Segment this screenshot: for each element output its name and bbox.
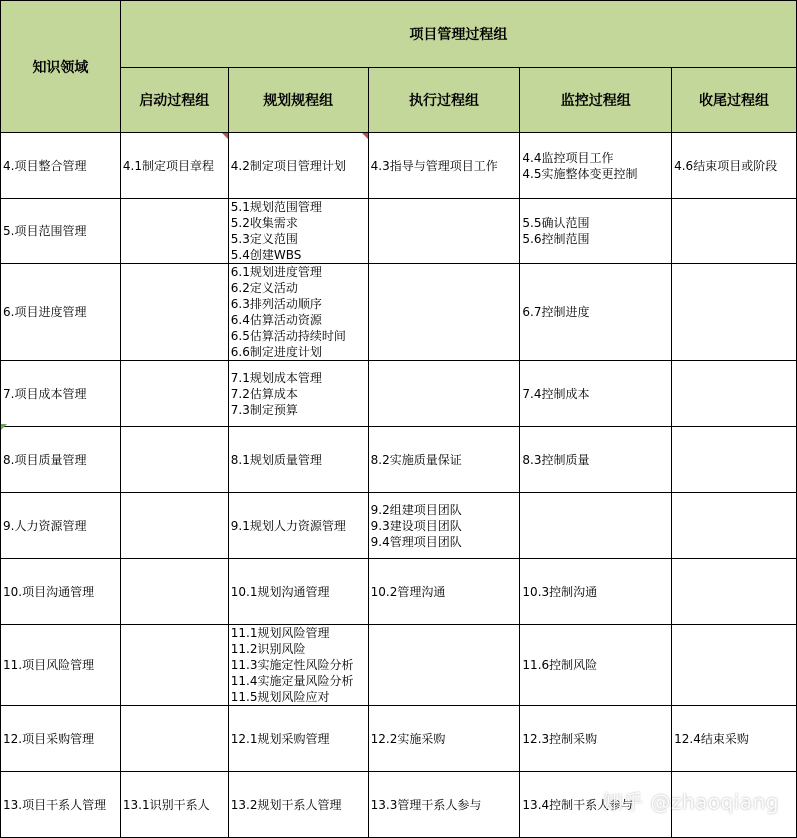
process-cell-executing: [368, 264, 520, 361]
knowledge-area-cell: 8.项目质量管理: [1, 427, 121, 493]
process-item: 8.3控制质量: [522, 452, 590, 467]
knowledge-area-header: 知识领域: [1, 1, 121, 133]
process-item: 5.6控制范围: [522, 232, 590, 246]
process-cell-initiating: [120, 264, 228, 361]
process-item: 7.3制定预算: [230, 402, 298, 417]
process-item: 4.4监控项目工作: [522, 150, 614, 165]
process-item: 6.7控制进度: [522, 305, 590, 319]
process-cell-closing: [672, 133, 797, 199]
process-cell-initiating: [120, 361, 228, 427]
comment-marker: [222, 133, 228, 139]
table-row: [1, 427, 797, 493]
process-item: 9.3建设项目团队: [370, 518, 462, 533]
knowledge-area-cell: 7.项目成本管理: [1, 361, 121, 427]
process-item: 4.6结束项目或阶段: [674, 158, 778, 173]
table-row: [1, 133, 797, 199]
process-item: 7.2估算成本: [230, 386, 298, 401]
process-cell-monitoring: [520, 493, 672, 559]
process-cell-closing: [672, 199, 797, 264]
comment-marker: [362, 133, 368, 139]
process-item: 11.4实施定量风险分析: [230, 674, 354, 688]
process-item: 12.2实施采购: [370, 731, 446, 746]
knowledge-area-cell: 4.项目整合管理: [1, 133, 121, 199]
table-row: [1, 199, 797, 264]
process-item: 5.2收集需求: [230, 216, 298, 230]
process-cell-planning: [228, 706, 368, 772]
process-item: 9.4管理项目团队: [370, 534, 462, 549]
process-item: 6.3排列活动顺序: [230, 297, 322, 311]
table-row: [1, 559, 797, 625]
process-cell-planning: [228, 493, 368, 559]
process-item: 11.1规划风险管理: [230, 626, 330, 640]
process-item: 6.5估算活动持续时间: [230, 329, 346, 343]
process-cell-initiating: [120, 772, 228, 838]
process-cell-monitoring: [520, 199, 672, 264]
process-item: 4.3指导与管理项目工作: [370, 158, 498, 173]
table-row: [1, 264, 797, 361]
process-cell-closing: [672, 264, 797, 361]
process-cell-initiating: [120, 493, 228, 559]
process-cell-executing: [368, 133, 520, 199]
process-item: 6.6制定进度计划: [230, 345, 322, 359]
process-item: 10.1规划沟通管理: [230, 584, 330, 599]
process-cell-closing: [672, 361, 797, 427]
process-item: 8.2实施质量保证: [370, 452, 462, 467]
watermark: 知乎 @zhaoqiang: [602, 790, 779, 814]
knowledge-area-cell: 5.项目范围管理: [1, 199, 121, 264]
process-cell-executing: [368, 706, 520, 772]
knowledge-area-cell: 9.人力资源管理: [1, 493, 121, 559]
process-cell-initiating: [120, 133, 228, 199]
process-cell-executing: [368, 361, 520, 427]
process-item: 12.1规划采购管理: [230, 731, 330, 746]
knowledge-area-cell: 13.项目干系人管理: [1, 772, 121, 838]
process-cell-closing: [672, 706, 797, 772]
process-cell-initiating: [120, 427, 228, 493]
table-row: [1, 361, 797, 427]
process-cell-planning: [228, 199, 368, 264]
knowledge-area-cell: 11.项目风险管理: [1, 625, 121, 706]
table-row: [1, 706, 797, 772]
process-cell-initiating: [120, 625, 228, 706]
process-item: 11.3实施定性风险分析: [230, 658, 354, 672]
process-item: 13.2规划干系人管理: [230, 797, 342, 812]
process-item: 5.5确认范围: [522, 216, 590, 230]
process-cell-planning: [228, 133, 368, 199]
process-item: 11.5规划风险应对: [230, 690, 330, 704]
process-item: 4.2制定项目管理计划: [230, 158, 346, 173]
process-cell-monitoring: [520, 361, 672, 427]
process-cell-planning: [228, 559, 368, 625]
process-cell-planning: [228, 625, 368, 706]
knowledge-area-cell: 12.项目采购管理: [1, 706, 121, 772]
process-group-header: 项目管理过程组: [120, 1, 796, 68]
process-item: 10.2管理沟通: [370, 584, 446, 599]
process-cell-executing: [368, 427, 520, 493]
process-cell-monitoring: [520, 559, 672, 625]
phase-header-closing: 收尾过程组: [672, 68, 797, 133]
process-cell-planning: [228, 427, 368, 493]
process-cell-executing: [368, 772, 520, 838]
process-item: 13.4控制干系人参与: [522, 797, 634, 812]
knowledge-area-cell: 6.项目进度管理: [1, 264, 121, 361]
process-item: 12.3控制采购: [522, 731, 598, 746]
process-item: 5.1规划范围管理: [230, 200, 322, 214]
phase-header-planning: 规划规程组: [228, 68, 368, 133]
process-cell-monitoring: [520, 625, 672, 706]
process-item: 7.4控制成本: [522, 386, 590, 401]
knowledge-area-cell: 10.项目沟通管理: [1, 559, 121, 625]
process-cell-closing: [672, 559, 797, 625]
process-item: 13.1识别干系人: [122, 797, 210, 812]
process-cell-planning: [228, 361, 368, 427]
process-item: 8.1规划质量管理: [230, 452, 322, 467]
process-cell-executing: [368, 493, 520, 559]
process-item: 13.3管理干系人参与: [370, 797, 482, 812]
phase-header-initiating: 启动过程组: [120, 68, 228, 133]
process-item: 5.4创建WBS: [230, 248, 302, 262]
process-item: 6.2定义活动: [230, 281, 298, 295]
process-item: 9.2组建项目团队: [370, 502, 462, 517]
table-row: [1, 625, 797, 706]
process-item: 5.3定义范围: [230, 232, 298, 246]
process-cell-initiating: [120, 559, 228, 625]
process-cell-monitoring: [520, 427, 672, 493]
process-cell-closing: [672, 427, 797, 493]
process-cell-initiating: [120, 706, 228, 772]
process-cell-executing: [368, 199, 520, 264]
cell-marker: [1, 424, 7, 430]
process-cell-executing: [368, 559, 520, 625]
process-cell-monitoring: [520, 264, 672, 361]
process-cell-closing: [672, 493, 797, 559]
process-cell-monitoring: [520, 133, 672, 199]
process-cell-closing: [672, 625, 797, 706]
process-cell-initiating: [120, 199, 228, 264]
process-item: 10.3控制沟通: [522, 584, 598, 599]
process-cell-planning: [228, 772, 368, 838]
process-item: 12.4结束采购: [674, 731, 749, 746]
process-cell-executing: [368, 625, 520, 706]
process-item: 11.2识别风险: [230, 642, 306, 656]
process-item: 7.1规划成本管理: [230, 370, 322, 385]
process-item: 6.1规划进度管理: [230, 265, 322, 279]
process-item: 4.5实施整体变更控制: [522, 166, 638, 181]
phase-header-executing: 执行过程组: [368, 68, 520, 133]
table-row: [1, 493, 797, 559]
process-cell-monitoring: [520, 706, 672, 772]
process-item: 9.1规划人力资源管理: [230, 518, 346, 533]
process-item: 11.6控制风险: [522, 658, 598, 672]
process-item: 6.4估算活动资源: [230, 313, 322, 327]
process-item: 4.1制定项目章程: [122, 158, 214, 173]
phase-header-monitoring: 监控过程组: [520, 68, 672, 133]
process-cell-planning: [228, 264, 368, 361]
